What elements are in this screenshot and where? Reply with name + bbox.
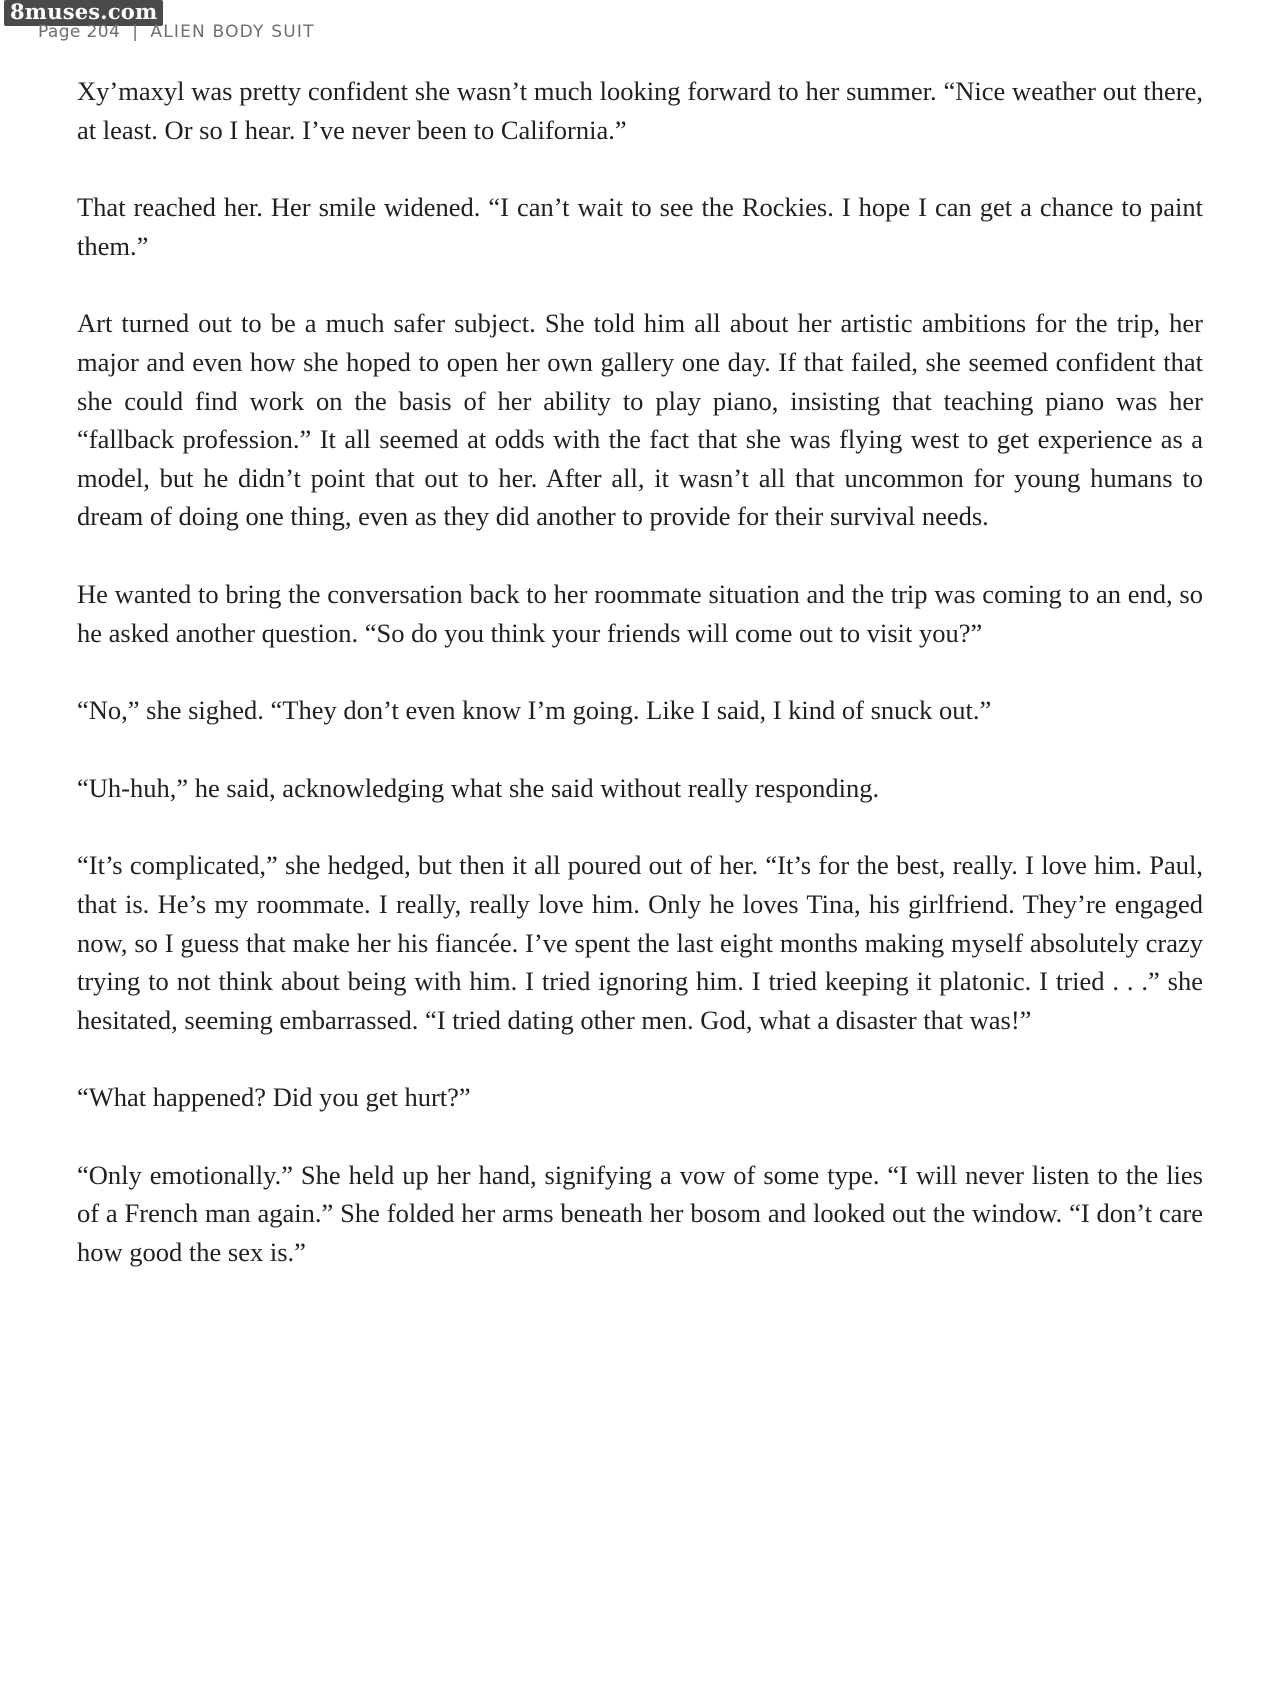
paragraph: “Only emotionally.” She held up her hand, signifying a vow of some type. “I will never listen to the lies of a French man again.” She folded her arms beneath her bosom and looked out the window. “I don’t care how good the sex is.” — [77, 1159, 1203, 1268]
body-text — [77, 72, 1203, 1311]
paragraph: That reached her. Her smile widened. “I can’t wait to see the Rockies. I hope I can get a chance to paint them.” — [77, 192, 1203, 261]
book-title: ALIEN BODY SUIT — [150, 22, 315, 42]
paragraph: Xy’maxyl was pretty confident she wasn’t much looking forward to her summer. “Nice weather out there, at least. Or so I hear. I’ve never been to California.” — [77, 76, 1203, 145]
paragraph: He wanted to bring the conversation back to her roommate situation and the trip was coming to an end, so he asked another question. “So do you think your friends will come out to visit you?” — [77, 578, 1203, 648]
header-separator: | — [132, 22, 139, 42]
page-number: Page 204 — [38, 22, 121, 42]
watermark-logo: 8muses.com — [4, 0, 163, 26]
paragraph: Art turned out to be a much safer subject. She told him all about her artistic ambitions for the trip, her major and even how she hoped to open her own gallery one day. If that failed, she seemed confident that she could find work on the basis of her ability to play piano, insisting that teaching piano was her “fallback profession.” It all seemed at odds with the fact that she was flying west to get experience as a model, but he didn’t point that out to her. After all, it wasn’t all that uncommon for young humans to dream of doing one thing, even as they did another to provide for their survival needs. — [77, 308, 1203, 532]
paragraph: “Uh-huh,” he said, acknowledging what she said without really responding. — [77, 772, 880, 803]
paragraph: “It’s complicated,” she hedged, but then it all poured out of her. “It’s for the best, really. I love him. Paul, that is. He’s my roommate. I really, really love him. Only he loves Tina, his girlfriend. They’re engaged now, so I guess that make her his fiancée. I’ve spent the last eight months making myself absolutely crazy trying to not think about being with him. I tried ignoring him. I tried keeping it platonic. I tried . . .” she hesitated, seeming embarrassed. “I tried dating other men. God, what a disaster that was!” — [77, 850, 1203, 1035]
paragraph: “No,” she sighed. “They don’t even know I’m going. Like I said, I kind of snuck out.” — [77, 695, 992, 726]
running-header — [38, 22, 315, 42]
paragraph: “What happened? Did you get hurt?” — [77, 1082, 471, 1113]
